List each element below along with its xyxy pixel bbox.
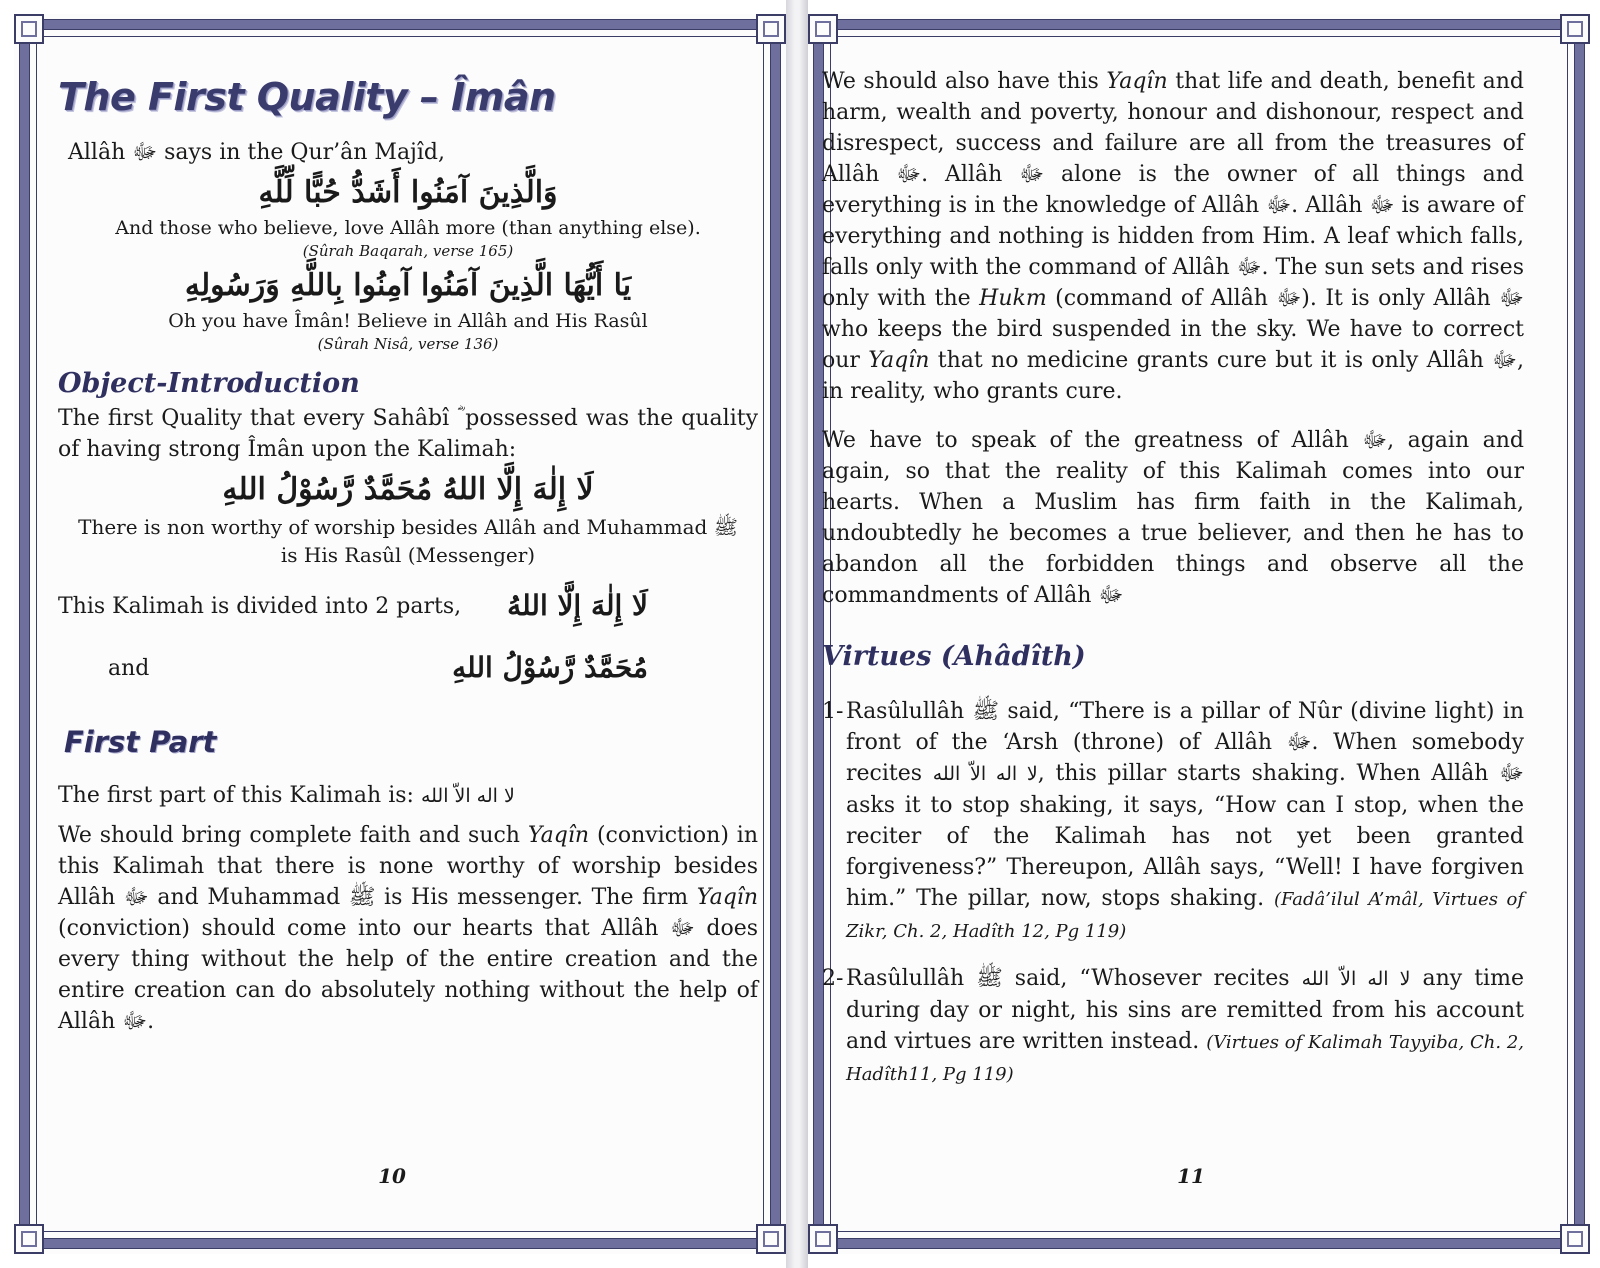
kalimah-parts-row-2: [58, 645, 758, 691]
kalimah-part1-arabic: لَا إِلٰهَ إِلَّا اللهُ: [507, 589, 648, 622]
book-gutter: [786, 0, 808, 1268]
text-run: We should bring complete faith and such: [58, 823, 528, 848]
text-run: We should also have this: [822, 69, 1107, 94]
greatness-paragraph: We have to speak of the greatness of Allâh ﷻ, again and again, so that the reality of this Kalimah comes into our hearts. When a Muslim has firm faith in the Kalimah, undoubtedly he becomes a true believer, and then he has to abandon all the forbidden things and observe all the commandments of Allâh ﷻ: [822, 428, 1524, 608]
corner-ornament: [14, 14, 44, 44]
first-part-line: [58, 780, 758, 812]
first-part-paragraph: [58, 820, 758, 1037]
hadith-citation: (Fadâ’ilul A’mâl, Virtues of Zikr, Ch. 2, Hadîth 12, Pg 119): [846, 889, 1524, 942]
verse2-arabic: يَا أَيُّهَا الَّذِينَ آمَنُوا آمِنُوا بِاللَّهِ وَرَسُولِهِ: [184, 268, 632, 303]
kalimah-translation-line2: is His Rasûl (Messenger): [280, 543, 536, 567]
text-run: , this pillar starts shaking. When Allâh ﷻ asks it to stop shaking, it says, “How can I stop, when the reciter of the Kalimah has not yet been granted forgiveness?” Thereupon, Allâh says, “Well! I have forgiven him.” The pillar, now, stops shaking.: [846, 761, 1524, 911]
object-introduction-text: The first Quality that every Sahâbî ؓ possessed was the quality of having strong Îmân upon the Kalimah:: [58, 406, 758, 462]
corner-ornament: [14, 1224, 44, 1254]
hadith-citation: (Virtues of Kalimah Tayyiba, Ch. 2, Hadîth11, Pg 119): [846, 1032, 1524, 1085]
text-run: Rasûlullâh ﷺ said, “There is a pillar of Nûr (divine light) in front of the ‘Arsh (throne) of Allâh ﷻ. When somebody recites: [846, 699, 1524, 786]
corner-ornament: [808, 14, 838, 44]
right-page-content: [822, 66, 1524, 1106]
kalimah-inline-arabic: لا اله الاّ الله: [1301, 968, 1411, 990]
page-number: 11: [1177, 1164, 1205, 1188]
virtue-number: 1-: [822, 699, 844, 724]
text-run: that no medicine grants cure but it is only Allâh ﷻ, in reality, who grants cure.: [822, 348, 1524, 404]
virtue-item: [822, 696, 1524, 947]
first-part-arabic: لا اله الاّ الله: [420, 785, 515, 807]
verse1-arabic: وَالَّذِينَ آمَنُوا أَشَدُّ حُبًّا لِّلَّهِ: [258, 175, 558, 210]
virtue-item: [822, 963, 1524, 1090]
section-heading-object-introduction: Object-Introduction: [58, 368, 360, 399]
corner-ornament: [808, 1224, 838, 1254]
yaqin-term: Yaqîn: [696, 885, 758, 910]
corner-ornament: [1560, 1224, 1590, 1254]
text-run: any time during day or night, his sins are remitted from his account and virtues are written instead.: [846, 966, 1524, 1054]
section-heading-virtues: Virtues (Ahâdîth): [822, 641, 1086, 672]
kalimah-inline-arabic: لا اله الاّ الله: [932, 763, 1038, 785]
corner-ornament: [756, 1224, 786, 1254]
chapter-title: The First Quality – Îmân: [58, 75, 556, 119]
virtue-number: 2-: [822, 966, 844, 991]
verse1-reference: (Sûrah Baqarah, verse 165): [302, 242, 514, 260]
corner-ornament: [756, 14, 786, 44]
text-run: (conviction) in this Kalimah that there is none worthy of worship besides Allâh ﷻ and Muhammad ﷺ is His messenger. The firm: [58, 823, 758, 910]
text-run: (conviction) should come into our hearts that Allâh ﷻ does every thing without the help of the entire creation and the entire creation can do absolutely nothing without the help of Allâh ﷻ.: [58, 916, 759, 1034]
page-number: 10: [378, 1164, 406, 1188]
and-label: and: [108, 655, 150, 681]
hukm-term: Hukm: [979, 286, 1047, 311]
kalimah-part2-arabic: مُحَمَّدٌ رَّسُوْلُ اللهِ: [452, 651, 648, 684]
right-page: [808, 14, 1590, 1254]
left-page-content: [58, 72, 758, 1049]
section-heading-first-part: First Part: [64, 725, 217, 759]
text-run: that life and death, benefit and harm, wealth and poverty, honour and dishonour, respect and disrespect, success and failure are all from the treasures of Allâh ﷻ. Allâh ﷻ alone is the owner of all things and everything is in the knowledge of Allâh ﷻ. Allâh ﷻ is aware of everything and nothing is hidden from Him. A leaf which falls, falls only with the command of Allâh ﷻ. The sun sets and rises only with the: [822, 69, 1525, 311]
verse2-reference: (Sûrah Nisâ, verse 136): [317, 335, 499, 353]
kalimah-arabic: لَا إِلٰهَ إِلَّا اللهُ مُحَمَّدٌ رَّسُوْلُ اللهِ: [222, 472, 594, 507]
first-part-text: The first part of this Kalimah is:: [58, 783, 414, 808]
corner-ornament: [1560, 14, 1590, 44]
yaqin-paragraph: [822, 66, 1524, 407]
yaqin-term: Yaqîn: [527, 823, 590, 848]
virtue-text: [846, 963, 1524, 1090]
text-run: Rasûlullâh ﷺ said, “Whosever recites: [846, 966, 1302, 991]
yaqin-term: Yaqîn: [868, 348, 930, 373]
verse1-translation: And those who believe, love Allâh more (than anything else).: [115, 217, 701, 239]
text-run: (command of Allâh ﷻ). It is only Allâh ﷻ who keeps the bird suspended in the sky. We have to correct our: [822, 286, 1524, 373]
yaqin-term: Yaqîn: [1106, 69, 1168, 94]
kalimah-parts-row: [58, 583, 758, 629]
left-page: [14, 14, 786, 1254]
intro-text: Allâh ﷻ says in the Qur’ân Majîd,: [68, 140, 445, 165]
verse2-translation: Oh you have Îmân! Believe in Allâh and His Rasûl: [168, 310, 648, 332]
kalimah-parts-text: This Kalimah is divided into 2 parts,: [58, 593, 462, 619]
virtue-text: [846, 696, 1524, 947]
kalimah-translation-line1: There is non worthy of worship besides Allâh and Muhammad ﷺ: [78, 515, 738, 539]
